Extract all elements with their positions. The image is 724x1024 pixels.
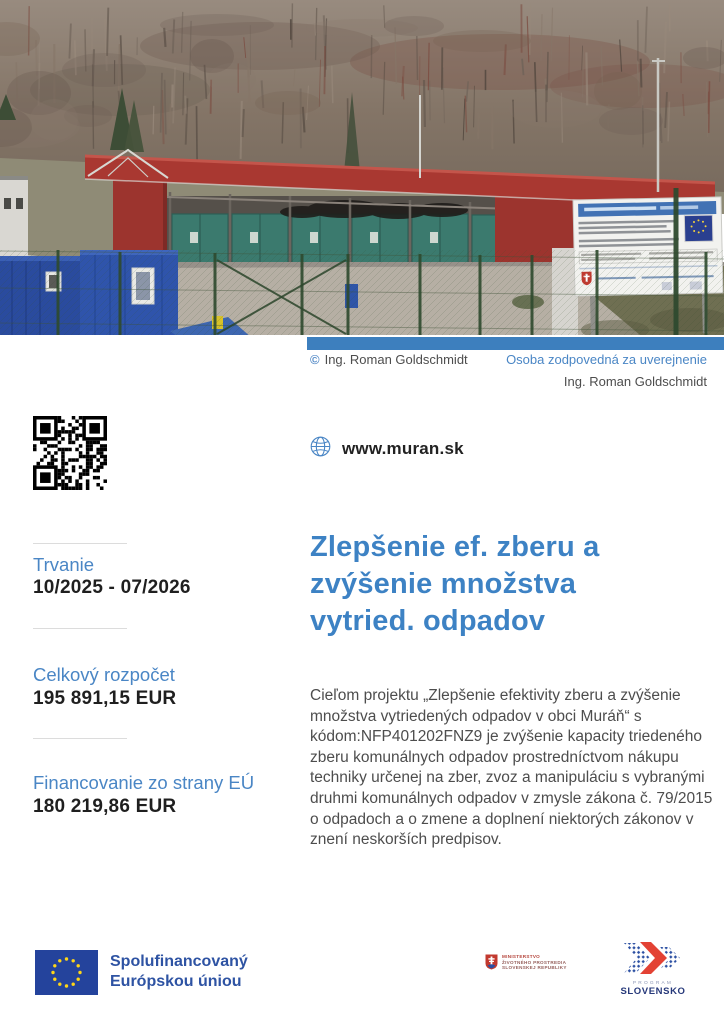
copyright-icon: © <box>310 352 320 367</box>
fact-value-budget: 195 891,15 EUR <box>33 688 177 709</box>
photo-author: Ing. Roman Goldschmidt <box>324 352 468 367</box>
responsible-person-block <box>506 352 707 389</box>
project-title: Zlepšenie ef. zberu a zvýšenie množstva vytried. odpadov <box>310 531 600 637</box>
eu-flag-logo <box>35 950 98 995</box>
outbuilding <box>0 176 28 258</box>
photo-credit <box>310 352 468 367</box>
photo-accent-bar <box>307 337 724 350</box>
fact-value-eu-funding: 180 219,86 EUR <box>33 796 177 817</box>
divider <box>33 628 127 629</box>
ministry-logo <box>485 954 567 975</box>
divider <box>33 543 127 544</box>
program-arrow-icon <box>618 941 688 975</box>
ministry-coat-of-arms-icon <box>485 954 498 975</box>
qr-code <box>30 413 110 493</box>
sign-eu-flag <box>684 215 713 242</box>
eu-cofinance-text: Spolufinancovaný Európskou úniou <box>110 953 248 990</box>
responsible-name: Ing. Roman Goldschmidt <box>563 374 707 389</box>
site-photo <box>0 0 724 335</box>
fact-label-budget: Celkový rozpočet <box>33 664 175 685</box>
fact-value-duration: 10/2025 - 07/2026 <box>33 577 191 598</box>
divider <box>33 738 127 739</box>
fact-label-duration: Trvanie <box>33 554 95 575</box>
project-description: Cieľom projektu „Zlepšenie efektivity zberu a zvýšenie množstva vytriedených odpadov v obci Muráň“ s kódom:NFP401202FNZ9 je zvýšenie kapacity triedeného zberu komunálnych odpadov prostredníctvom nákupu techniky určenej na zber, zvoz a manipuláciu s vybranými druhmi komunálnych odpadov v zmysle zákona č. 79/2015 o odpadoch a o zmene a doplnení niektorých zákonov v znení neskorších predpisov. <box>310 687 713 849</box>
program-name: SLOVENSKO <box>620 986 686 997</box>
program-slovensko-logo <box>616 941 690 997</box>
website-link[interactable]: www.muran.sk <box>342 439 464 458</box>
globe-icon <box>310 436 331 462</box>
fact-label-eu-funding: Financovanie zo strany EÚ <box>33 772 255 793</box>
website-row <box>310 436 464 462</box>
responsible-label: Osoba zodpovedná za uverejnenie <box>506 352 707 367</box>
ministry-text: MINISTERSTVO ŽIVOTNÉHO PROSTREDIA SLOVENSKEJ REPUBLIKY <box>502 954 567 971</box>
program-label: PROGRAM <box>632 981 674 986</box>
